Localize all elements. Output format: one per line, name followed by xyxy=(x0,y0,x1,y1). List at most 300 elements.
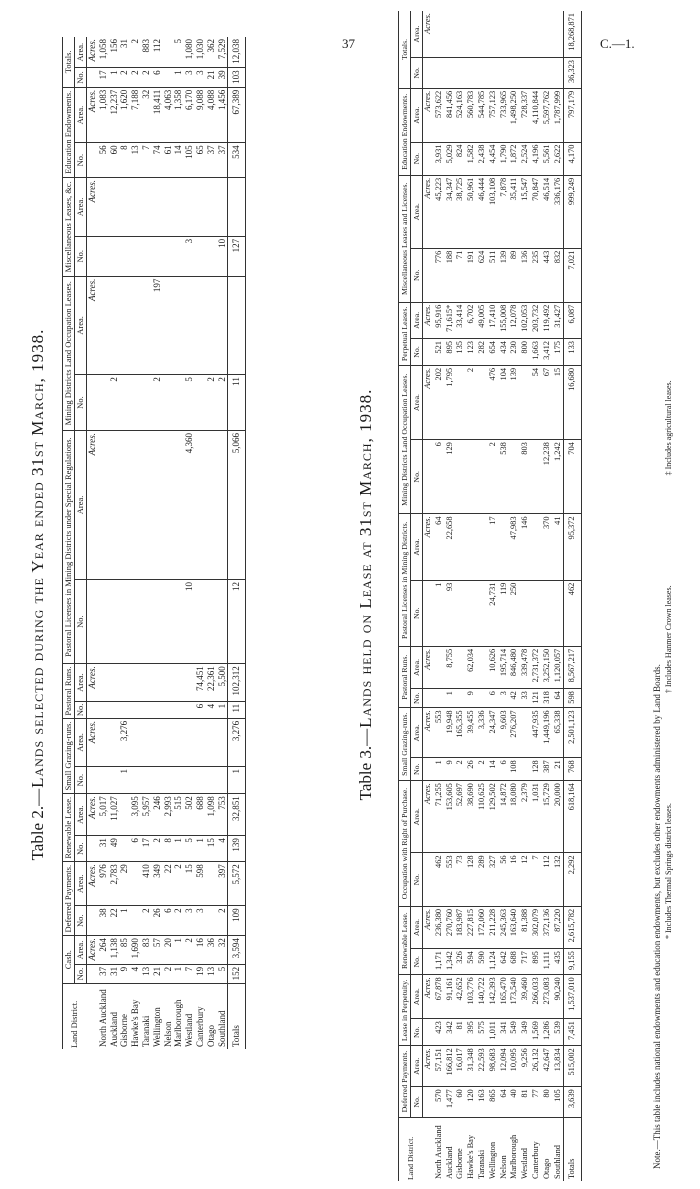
cell-area: 544,785 xyxy=(477,88,488,142)
cell-area: 15 xyxy=(184,862,195,906)
t2-small-grazing-header: Small Grazing-runs. xyxy=(63,718,75,793)
cell-area: 841,456 xyxy=(445,88,456,142)
cell-number xyxy=(195,375,206,431)
cell-number: 9,155 xyxy=(564,949,582,975)
cell-area: 142,393 xyxy=(488,975,499,1019)
cell-area: 22 xyxy=(163,862,174,906)
cell-area: 172,060 xyxy=(477,906,488,948)
cell-number: 129 xyxy=(445,440,456,514)
district-name: Otago xyxy=(205,1025,216,1047)
cell-area: 5,957 xyxy=(141,794,152,836)
cell-area: 553 xyxy=(434,708,445,758)
cell-number: 3 xyxy=(499,689,510,708)
cell-area: 67,878 xyxy=(434,975,445,1019)
table-row xyxy=(109,37,120,1049)
cell-area: 370 xyxy=(542,514,553,580)
cell-number: 26 xyxy=(152,906,163,936)
cell-area: 14,872 xyxy=(499,781,510,853)
cell-area: 103,108 xyxy=(488,175,499,248)
sub-header-no: No. xyxy=(411,758,423,781)
table-row xyxy=(488,11,499,1181)
cell-area: 49,005 xyxy=(477,302,488,338)
cell-area: 2,993 xyxy=(163,794,174,836)
sub-header-area: Area. xyxy=(411,365,423,439)
t3-perpetual-header: Perpetual Leases. xyxy=(399,302,411,365)
cell-area xyxy=(163,276,174,375)
cell-area xyxy=(195,718,206,766)
cell-area: 236,380 xyxy=(434,906,445,948)
cell-area: 362 xyxy=(206,37,217,68)
cell-number: 60 xyxy=(109,143,120,178)
cell-number: 188 xyxy=(445,248,456,302)
cell-area: 140,722 xyxy=(477,975,488,1019)
cell-area xyxy=(173,430,184,579)
cell-area: 6,702 xyxy=(466,302,477,338)
sub-header-no: No. xyxy=(75,375,87,431)
cell-number: 123 xyxy=(466,339,477,366)
cell-area: 104 xyxy=(499,365,510,439)
cell-area: 57 xyxy=(152,936,163,965)
cell-number: 2 xyxy=(173,906,184,936)
cell-area xyxy=(184,177,195,236)
cell-area xyxy=(141,177,152,236)
cell-number xyxy=(206,767,217,794)
district-name: Marlborough xyxy=(173,999,184,1047)
units-acres: Acres. xyxy=(87,177,98,236)
cell-area: 4,360 xyxy=(184,430,195,579)
cell-area: 22,361 xyxy=(206,664,217,702)
cell-area: 165,355 xyxy=(455,708,466,758)
cell-area: 34,347 xyxy=(445,175,456,248)
cell-number: 80 xyxy=(542,1087,553,1117)
cell-number: 443 xyxy=(542,248,553,302)
cell-area: 139 xyxy=(509,365,520,439)
cell-area xyxy=(445,11,456,58)
cell-area xyxy=(499,514,510,580)
sub-header-area: Area. xyxy=(75,664,87,702)
cell-number: 832 xyxy=(553,248,564,302)
cell-area: 20,000 xyxy=(553,781,564,853)
cell-area: 16,680 xyxy=(564,365,582,439)
cell-area: 112 xyxy=(152,37,163,68)
sub-header-no: No. xyxy=(75,767,87,794)
table-row xyxy=(195,37,206,1049)
district-name: Southland xyxy=(216,1010,227,1047)
cell-area: 195,714 xyxy=(499,646,510,688)
sub-header-area: Area. xyxy=(411,646,423,688)
cell-area: 98,683 xyxy=(488,1046,499,1087)
sub-header-area: Area. xyxy=(75,794,87,836)
cell-number: 800 xyxy=(520,339,531,366)
cell-area: 32 xyxy=(217,936,228,965)
cell-number: 2 xyxy=(141,68,152,87)
cell-number: 2,292 xyxy=(564,853,582,906)
cell-number: 1,663 xyxy=(531,339,542,366)
cell-number: 768 xyxy=(564,758,582,781)
cell-area: 797,179 xyxy=(564,88,582,142)
cell-area: 42,652 xyxy=(455,975,466,1019)
cell-number: 688 xyxy=(509,949,520,975)
cell-number: 121 xyxy=(531,689,542,708)
cell-number: 14 xyxy=(488,758,499,781)
units-acres: Acres. xyxy=(87,718,98,766)
table-row xyxy=(477,11,488,1181)
cell-number: 654 xyxy=(488,339,499,366)
cell-number: 24,731 xyxy=(488,580,499,646)
cell-number: 349 xyxy=(520,1019,531,1046)
table-row xyxy=(434,11,445,1181)
table3-title-rest: —Lands held on Lease at 31st March, 1938. xyxy=(356,388,375,746)
cell-number xyxy=(109,767,120,794)
cell-area: 38,725 xyxy=(455,175,466,248)
cell-number: 15 xyxy=(206,836,217,862)
cell-area: 3,276 xyxy=(119,718,130,766)
cell-area xyxy=(206,430,217,579)
cell-number: 7 xyxy=(184,964,195,983)
cell-number: 2 xyxy=(119,68,130,87)
cell-number: 341 xyxy=(499,1019,510,1046)
cell-number: 2,524 xyxy=(520,142,531,175)
cell-number: 81 xyxy=(455,1019,466,1046)
cell-number xyxy=(520,58,531,89)
cell-number xyxy=(119,236,130,276)
sub-header-area: Area. xyxy=(411,11,423,58)
cell-number: 5,561 xyxy=(542,142,553,175)
district-name: Nelson xyxy=(162,1021,173,1047)
cell-number: 1 xyxy=(228,767,246,794)
cell-number xyxy=(466,58,477,89)
cell-number xyxy=(455,440,466,514)
cell-number: 132 xyxy=(553,853,564,906)
cell-area: 372,136 xyxy=(542,906,553,948)
cell-area: 1,690 xyxy=(130,936,141,965)
cell-number xyxy=(98,236,109,276)
cell-number: 1 xyxy=(434,758,445,781)
cell-area xyxy=(141,276,152,375)
cell-area xyxy=(173,177,184,236)
cell-number: 13 xyxy=(206,964,217,983)
cell-area: 103,776 xyxy=(466,975,477,1019)
cell-number: 40 xyxy=(509,1087,520,1117)
cell-area xyxy=(477,11,488,58)
cell-area: 47,983 xyxy=(509,514,520,580)
units-acres: Acres. xyxy=(423,906,434,948)
cell-area xyxy=(477,646,488,688)
cell-number xyxy=(141,701,152,718)
cell-area: 598 xyxy=(195,862,206,906)
cell-number: 4 xyxy=(217,836,228,862)
cell-number: 2 xyxy=(217,375,228,431)
cell-number: 105 xyxy=(184,143,195,178)
table-row xyxy=(553,11,564,1181)
units-acres: Acres. xyxy=(87,664,98,702)
district-name: Totals xyxy=(228,984,246,1049)
cell-area: 74,451 xyxy=(195,664,206,702)
cell-number: 108 xyxy=(509,758,520,781)
cell-number: 895 xyxy=(445,339,456,366)
cell-area: 11,027 xyxy=(109,794,120,836)
cell-area xyxy=(434,11,445,58)
cell-number: 1,286 xyxy=(542,1019,553,1046)
cell-area xyxy=(130,430,141,579)
cell-number: 22 xyxy=(109,906,120,936)
cell-area: 9,603 xyxy=(499,708,510,758)
cell-area: 9,088 xyxy=(195,87,206,143)
cell-area: 71,255 xyxy=(434,781,445,853)
cell-number: 3,412 xyxy=(542,339,553,366)
cell-number: 423 xyxy=(434,1019,445,1046)
cell-area: 1,449,196 xyxy=(542,708,553,758)
sub-header-no: No. xyxy=(411,580,423,646)
cell-number: 112 xyxy=(542,853,553,906)
cell-area: 18,268,871 xyxy=(564,11,582,58)
t2-renewable-header: Renewable Lease. xyxy=(63,794,75,862)
cell-number: 37 xyxy=(206,143,217,178)
sub-header-no: No. xyxy=(411,1019,423,1046)
sub-header-no: No. xyxy=(75,836,87,862)
cell-area: 46,444 xyxy=(477,175,488,248)
sub-header-no: No. xyxy=(75,236,87,276)
cell-area xyxy=(109,430,120,579)
sub-header-area: Area. xyxy=(411,302,423,338)
cell-number: 342 xyxy=(445,1019,456,1046)
sub-header-no: No. xyxy=(411,689,423,708)
cell-number: 6 xyxy=(195,701,206,718)
cell-number xyxy=(163,701,174,718)
table3-notes xyxy=(652,19,674,1169)
sub-header-no: No. xyxy=(411,949,423,975)
cell-area: 7,188 xyxy=(130,87,141,143)
cell-number xyxy=(152,701,163,718)
cell-area: 202 xyxy=(434,365,445,439)
page-reference: C.—1. xyxy=(600,36,635,51)
cell-number: 4 xyxy=(206,701,217,718)
cell-number: 109 xyxy=(228,906,246,936)
cell-area: 33,414 xyxy=(455,302,466,338)
cell-number: 119 xyxy=(499,580,510,646)
cell-number xyxy=(163,375,174,431)
cell-number: 1 xyxy=(195,836,206,862)
cell-area: 6,170 xyxy=(184,87,195,143)
cell-number: 14 xyxy=(173,143,184,178)
cell-area: 273,083 xyxy=(542,975,553,1019)
cell-area: 102,053 xyxy=(520,302,531,338)
cell-area: 1,098 xyxy=(206,794,217,836)
cell-area xyxy=(119,177,130,236)
cell-number: 3,639 xyxy=(564,1087,582,1117)
units-acres: Acres. xyxy=(423,708,434,758)
cell-number: 5 xyxy=(184,375,195,431)
cell-area xyxy=(163,37,174,68)
district-name: North Auckland xyxy=(97,989,108,1047)
cell-number: 1 xyxy=(445,689,456,708)
cell-number xyxy=(455,58,466,89)
cell-area xyxy=(184,718,195,766)
cell-area: 1,120,057 xyxy=(553,646,564,688)
cell-number xyxy=(217,579,228,663)
cell-number: 1,342 xyxy=(445,949,456,975)
cell-area: 31 xyxy=(119,37,130,68)
cell-area xyxy=(141,430,152,579)
cell-number xyxy=(542,58,553,89)
cell-number: 521 xyxy=(434,339,445,366)
sub-header-area: Area. xyxy=(75,936,87,965)
cell-number xyxy=(509,58,520,89)
cell-area xyxy=(130,276,141,375)
t2-misc-header: Miscellaneous Leases, &c. xyxy=(63,177,75,276)
cell-number xyxy=(520,758,531,781)
cell-area: 10,095 xyxy=(509,1046,520,1087)
units-acres: Acres. xyxy=(87,936,98,965)
cell-area: 3,095 xyxy=(130,794,141,836)
cell-number: 1,124 xyxy=(488,949,499,975)
cell-number: 1,111 xyxy=(542,949,553,975)
cell-area xyxy=(109,718,120,766)
cell-number: 5,029 xyxy=(445,142,456,175)
table3 xyxy=(398,11,582,1181)
cell-number xyxy=(466,440,477,514)
sub-header-no: No. xyxy=(411,142,423,175)
sub-header-no: No. xyxy=(411,248,423,302)
table-row xyxy=(206,37,217,1049)
cell-number: 38 xyxy=(98,906,109,936)
cell-area: 7,529 xyxy=(217,37,228,68)
cell-area xyxy=(228,177,246,236)
units-acres: Acres. xyxy=(87,862,98,906)
cell-number: 65 xyxy=(195,143,206,178)
cell-area xyxy=(173,718,184,766)
cell-number: 39 xyxy=(217,68,228,87)
district-name: Gisborne xyxy=(119,1014,130,1047)
district-name: Canterbury xyxy=(530,1141,540,1179)
cell-area xyxy=(152,177,163,236)
district-name: Canterbury xyxy=(194,1006,205,1047)
units-row xyxy=(87,37,98,1049)
cell-number: 1,790 xyxy=(499,142,510,175)
cell-area: 19,948 xyxy=(445,708,456,758)
footnote-hanmer: † Includes Hanmer Crown leases. xyxy=(664,585,673,694)
cell-number: 127 xyxy=(228,236,246,276)
cell-area: 129,502 xyxy=(488,781,499,853)
cell-area: 1,058 xyxy=(98,37,109,68)
sub-header-area: Area. xyxy=(411,514,423,580)
table-row xyxy=(531,11,542,1181)
cell-area: 39,460 xyxy=(520,975,531,1019)
cell-number: 7,451 xyxy=(564,1019,582,1046)
cell-area xyxy=(455,365,466,439)
table3-title xyxy=(356,0,376,1189)
cell-area xyxy=(184,664,195,702)
cell-area: 31,427 xyxy=(553,302,564,338)
cell-number: 136 xyxy=(520,248,531,302)
cell-area: 156 xyxy=(109,37,120,68)
cell-area: 183,987 xyxy=(455,906,466,948)
cell-area xyxy=(499,11,510,58)
cell-number: 42 xyxy=(509,689,520,708)
cell-area: 2,783 xyxy=(109,862,120,906)
cell-area xyxy=(119,794,130,836)
cell-area xyxy=(434,646,445,688)
cell-area xyxy=(195,177,206,236)
table-row xyxy=(509,11,520,1181)
cell-number xyxy=(520,580,531,646)
cell-number: 803 xyxy=(520,440,531,514)
cell-number: 895 xyxy=(531,949,542,975)
cell-number: 4,454 xyxy=(488,142,499,175)
cell-area: 15,547 xyxy=(520,175,531,248)
cell-area: 1,787,999 xyxy=(553,88,564,142)
sub-header-no: No. xyxy=(75,701,87,718)
cell-area xyxy=(141,664,152,702)
cell-number: 2 xyxy=(163,964,174,983)
cell-number: 6 xyxy=(152,68,163,87)
cell-area: 1 xyxy=(173,936,184,965)
district-name: Taranaki xyxy=(140,1015,151,1047)
units-acres: Acres. xyxy=(423,88,434,142)
cell-number: 5 xyxy=(184,836,195,862)
cell-area: 339,478 xyxy=(520,646,531,688)
cell-number xyxy=(119,579,130,663)
cell-number: 594 xyxy=(466,949,477,975)
cell-number: 191 xyxy=(466,248,477,302)
cell-number xyxy=(163,236,174,276)
cell-area: 18,080 xyxy=(509,781,520,853)
cell-number xyxy=(531,58,542,89)
cell-number: 77 xyxy=(531,1087,542,1117)
cell-number: 590 xyxy=(477,949,488,975)
sub-header-area: Area. xyxy=(75,276,87,375)
totals-row xyxy=(564,11,582,1181)
cell-area: 1,620 xyxy=(119,87,130,143)
units-acres: Acres. xyxy=(423,975,434,1019)
cell-number: 1,872 xyxy=(509,142,520,175)
table-row xyxy=(173,37,184,1049)
cell-area: 4,110,844 xyxy=(531,88,542,142)
cell-area: 29 xyxy=(119,862,130,906)
district-name: Wellington xyxy=(151,1007,162,1047)
cell-area: 733,965 xyxy=(499,88,510,142)
cell-number xyxy=(130,236,141,276)
district-name: Marlborough xyxy=(509,1134,519,1179)
cell-number: 10 xyxy=(217,236,228,276)
cell-number: 642 xyxy=(499,949,510,975)
cell-number: 56 xyxy=(98,143,109,178)
cell-number: 36,323 xyxy=(564,58,582,89)
t3-totals-header: Totals. xyxy=(399,11,411,88)
cell-area: 3,594 xyxy=(228,936,246,965)
cell-area: 2,615,782 xyxy=(564,906,582,948)
cell-area xyxy=(466,11,477,58)
cell-area: 3,336 xyxy=(477,708,488,758)
cell-number: 64 xyxy=(499,1087,510,1117)
cell-number: 553 xyxy=(445,853,456,906)
cell-area: 41 xyxy=(553,514,564,580)
cell-area: 447,935 xyxy=(531,708,542,758)
table-row xyxy=(466,11,477,1181)
cell-area: 264 xyxy=(98,936,109,965)
sub-header-no: No. xyxy=(75,906,87,936)
t2-pastoral-runs-header: Pastoral Runs. xyxy=(63,664,75,719)
cell-number: 434 xyxy=(499,339,510,366)
cell-area xyxy=(163,718,174,766)
cell-number xyxy=(195,579,206,663)
units-acres: Acres. xyxy=(87,276,98,375)
cell-number xyxy=(434,689,445,708)
cell-area xyxy=(195,430,206,579)
cell-area: 71,615* xyxy=(445,302,456,338)
cell-number xyxy=(553,58,564,89)
cell-number xyxy=(477,58,488,89)
